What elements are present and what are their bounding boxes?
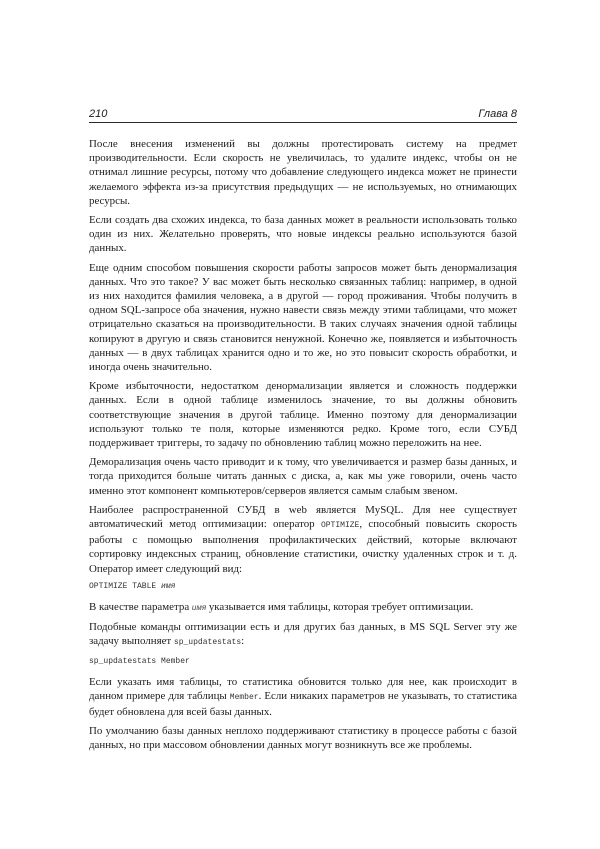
inline-param-name: имя <box>191 602 207 612</box>
paragraph-testing: После внесения изменений вы должны протестировать систему на предмет производительности. Если скорость не увеличилась, то удалите индекс, чтобы он не отнимал лишние ресурсы, потому что добавление следующего индекса может не принести желаемого эффекта из-за присутствия предыдущих — не используемых, но отнимающих ресурсы. <box>89 138 517 207</box>
paragraph-mssql <box>89 620 517 650</box>
paragraph-demoralization: Деморализация очень часто приводит и к тому, что увеличивается и размер базы данных, и тогда приходится больше читать данных с диска, а, как мы уже говорили, очень часто именно этот компонент компьютеров/серверов является самым слабым звеном. <box>89 456 517 497</box>
inline-code-sp-updatestats: sp_updatestats <box>173 638 242 648</box>
paragraph-denormalization: Еще одним способом повышения скорости работы запросов может быть денормализация данных. Что это такое? У вас может быть несколько связанных таблиц: например, в одной из них находится фамилия человека, а в другой — город проживания. Чтобы получить в одном SQL-запросе оба значения, нужно навести связь между этими таблицами, что может отрицательно сказаться на производительности. В таких случаях значения одной таблицы копируют в другую и связь становится ненужной. Конечно же, появляется и избыточность данных — в двух таблицах хранится одно и то же, но это повысит скорость обработки, и иногда очень значительно. <box>89 261 517 374</box>
inline-code-optimize: OPTIMIZE <box>320 521 360 531</box>
text-segment: В качестве параметра <box>89 600 192 613</box>
paragraph-parameter <box>89 600 517 615</box>
text-segment: Если указать имя таблицы, то статистика обновится только для нее, как происходит в данном примере для таблицы <box>89 675 517 702</box>
inline-code-member: Member <box>229 692 259 702</box>
paragraph-similar-indexes: Если создать два схожих индекса, то база данных может в реальности использовать только один из них. Желательно проверять, что новые индексы реально используются базой данных. <box>89 214 517 255</box>
text-segment: , способный повысить скорость работы с помощью выполнения профилактических действий, которые включают сортировку индексных страниц, обновление статистики, очистку удаленных строк и т. д. Оператор имеет следующий вид: <box>89 518 517 575</box>
chapter-title: Глава 8 <box>478 108 517 120</box>
text-segment: указывается имя таблицы, которая требует оптимизации. <box>206 600 474 613</box>
text-segment: : <box>241 635 245 648</box>
paragraph-mysql-optimize <box>89 503 517 576</box>
code-command: OPTIMIZE TABLE <box>89 581 162 591</box>
code-block-sp-updatestats: sp_updatestats Member <box>89 656 190 666</box>
code-block-optimize-table <box>89 581 517 593</box>
page-header <box>89 108 517 123</box>
code-argument: имя <box>161 581 176 591</box>
text-segment: Наиболее распространенной СУБД в web является MySQL. Для нее существует автоматический метод оптимизации: оператор <box>89 503 517 531</box>
book-page <box>89 108 517 758</box>
page-number: 210 <box>89 108 108 120</box>
text-segment: . Если никаких параметров не указывать, то статистика будет обновлена для всей базы данных. <box>89 689 518 718</box>
paragraph-default-stats: По умолчанию базы данных неплохо поддерживают статистику в процессе работы с базой данных, но при массовом обновлении данных могут возникнуть все же проблемы. <box>89 725 517 752</box>
paragraph-redundancy: Кроме избыточности, недостатком денормализации является и сложность поддержки данных. Если в одной таблице изменилось значение, то вы должны обновить соответствующие значения в другой таблице. Именно поэтому для денормализации используют только те поля, которые изменяются редко. Кроме того, если СУБД поддерживает триггеры, то задачу по обновлению таблиц можно переложить на нее. <box>89 380 517 450</box>
page-body <box>89 137 517 753</box>
paragraph-table-name <box>89 675 517 720</box>
text-segment: Подобные команды оптимизации есть и для других баз данных, в MS SQL Server эту же задачу выполняет <box>89 621 517 648</box>
